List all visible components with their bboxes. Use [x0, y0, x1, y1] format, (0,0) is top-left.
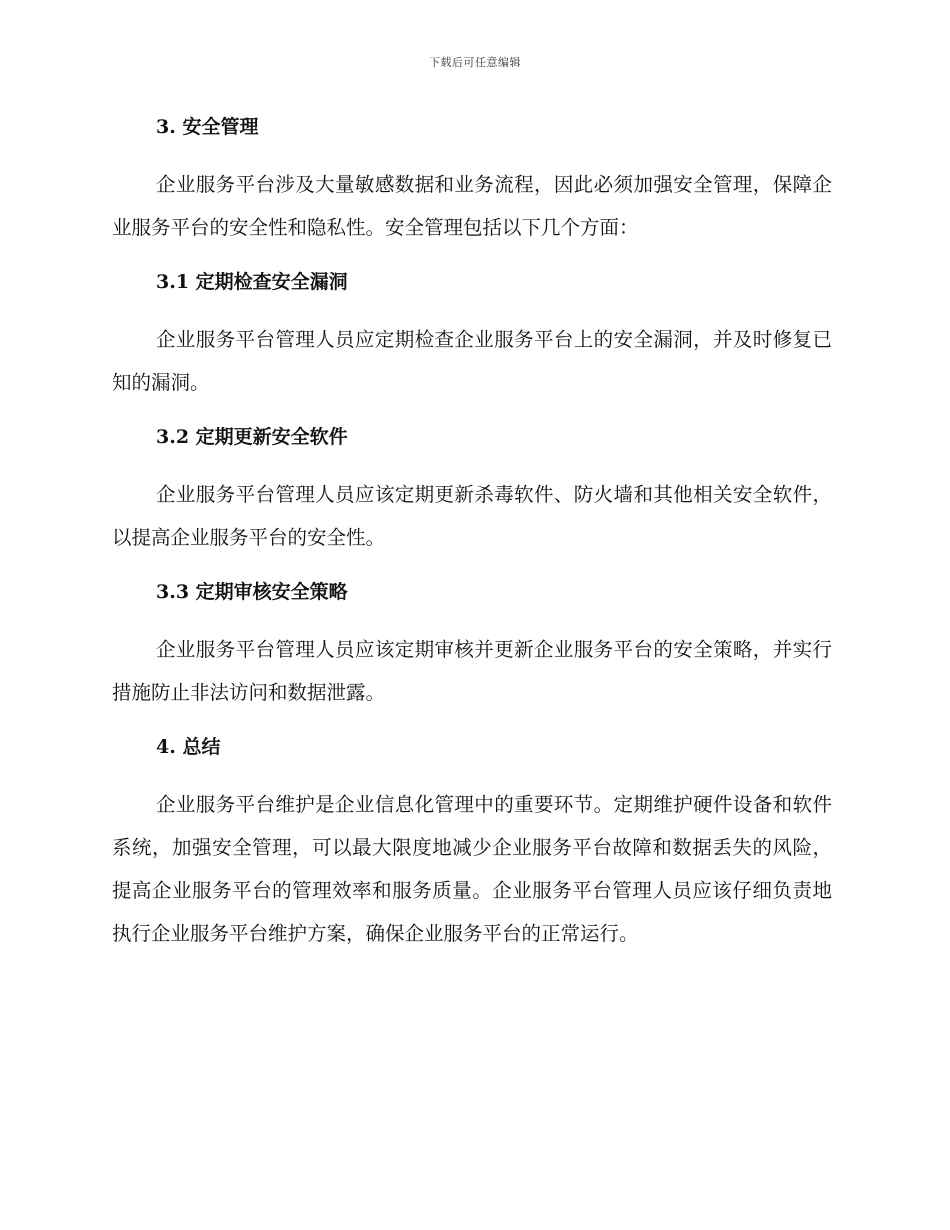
section-heading-security: 3. 安全管理 [156, 116, 259, 138]
section-heading-summary: 4. 总结 [156, 736, 221, 758]
section-heading-vulnerability: 3.1 定期检查安全漏洞 [156, 271, 348, 293]
section-heading-software-update: 3.2 定期更新安全软件 [156, 426, 348, 448]
section-paragraph-security: 企业服务平台涉及大量敏感数据和业务流程，因此必须加强安全管理，保障企业服务平台的安全性和隐私性。安全管理包括以下几个方面： [112, 173, 832, 239]
section-heading-policy-review: 3.3 定期审核安全策略 [156, 581, 348, 603]
section-paragraph-vulnerability: 企业服务平台管理人员应定期检查企业服务平台上的安全漏洞，并及时修复已知的漏洞。 [112, 328, 832, 394]
section-paragraph-policy-review: 企业服务平台管理人员应该定期审核并更新企业服务平台的安全策略，并实行措施防止非法访问和数据泄露。 [112, 638, 832, 704]
document-body [112, 112, 832, 955]
section-paragraph-summary: 企业服务平台维护是企业信息化管理中的重要环节。定期维护硬件设备和软件系统，加强安全管理，可以最大限度地减少企业服务平台故障和数据丢失的风险，提高企业服务平台的管理效率和服务质量。企业服务平台管理人员应该仔细负责地执行企业服务平台维护方案，确保企业服务平台的正常运行。 [112, 793, 832, 945]
page-header: 下载后可任意编辑 [429, 56, 521, 69]
section-paragraph-software-update: 企业服务平台管理人员应该定期更新杀毒软件、防火墙和其他相关安全软件，以提高企业服务平台的安全性。 [112, 483, 832, 549]
